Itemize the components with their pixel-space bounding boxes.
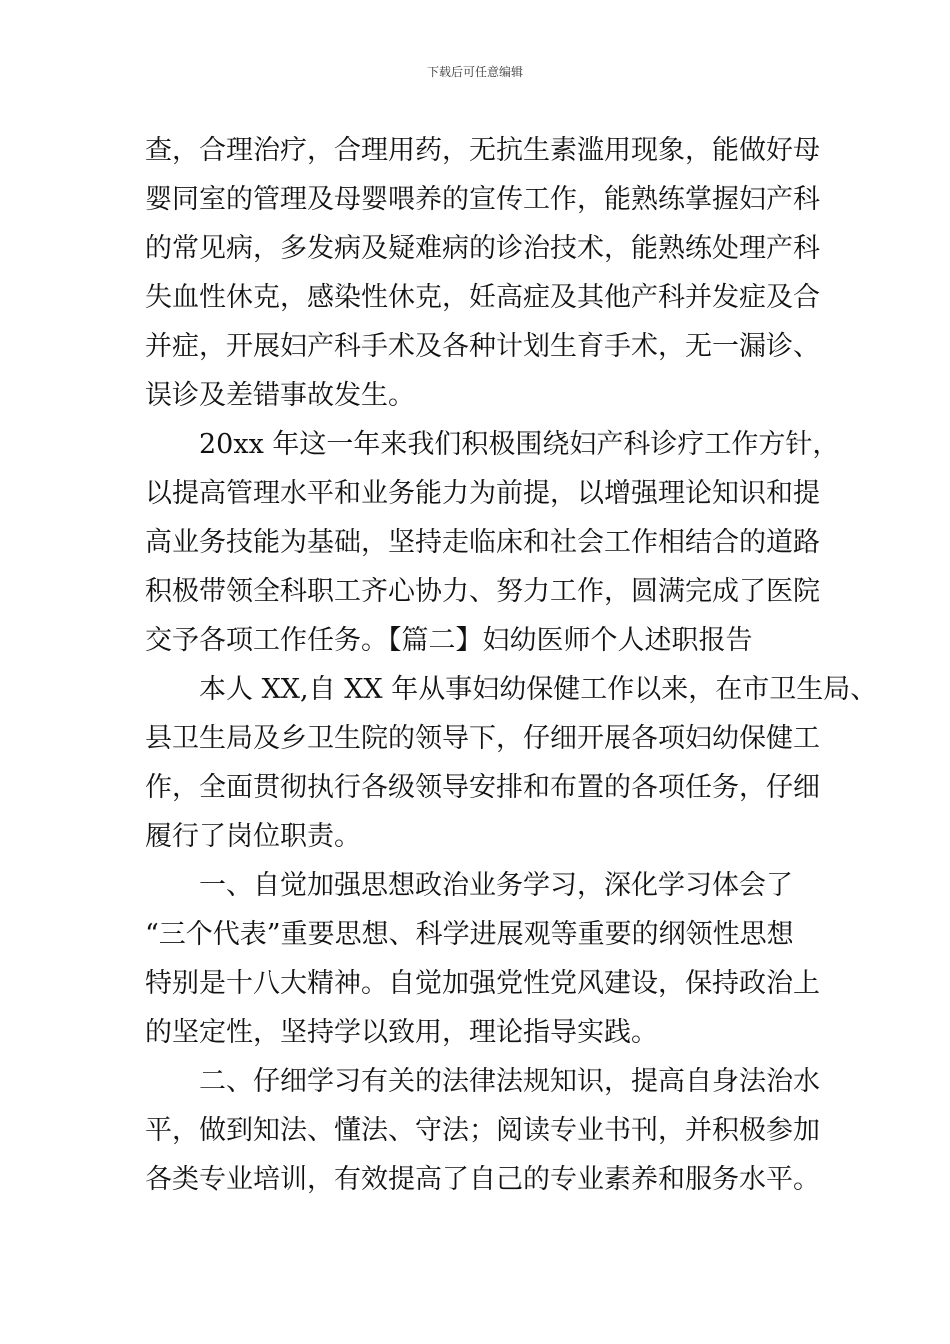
text-line: 的常见病，多发病及疑难病的诊治技术，能熟练处理产科 [145,233,820,264]
text-line: “三个代表”重要思想、科学进展观等重要的纲领性思想 [145,919,794,950]
text-line: 高业务技能为基础，坚持走临床和社会工作相结合的道路 [145,527,820,558]
text-line: 以提高管理水平和业务能力为前提，以增强理论知识和提 [145,478,820,509]
text-line: 各类专业培训，有效提高了自己的专业素养和服务水平。 [145,1164,820,1195]
paragraph-5 [145,1057,825,1204]
page-header: 下载后可任意编辑 [426,65,523,79]
text-line: 特别是十八大精神。自觉加强党性党风建设，保持政治上 [145,968,820,999]
text-line: 一、自觉加强思想政治业务学习，深化学习体会了 [199,870,793,901]
text-line: 交予各项工作任务。【篇二】妇幼医师个人述职报告 [145,625,753,656]
text-line: 20xx 年这一年来我们积极围绕妇产科诊疗工作方针， [199,429,840,460]
text-line: 履行了岗位职责。 [145,821,361,852]
text-line: 作，全面贯彻执行各级领导安排和布置的各项任务，仔细 [145,772,820,803]
text-line: 婴同室的管理及母婴喂养的宣传工作，能熟练掌握妇产科 [145,184,820,215]
paragraph-2 [145,420,840,665]
text-line: 的坚定性，坚持学以致用，理论指导实践。 [145,1017,658,1048]
paragraph-4 [145,861,825,1057]
text-line: 本人 XX,自 XX 年从事妇幼保健工作以来，在市卫生局、 [199,674,878,705]
text-line: 县卫生局及乡卫生院的领导下，仔细开展各项妇幼保健工 [145,723,820,754]
text-line: 并症，开展妇产科手术及各种计划生育手术，无一漏诊、 [145,331,820,362]
text-line: 二、仔细学习有关的法律法规知识，提高自身法治水 [199,1066,820,1097]
text-line: 查，合理治疗，合理用药，无抗生素滥用现象，能做好母 [145,135,820,166]
text-line: 误诊及差错事故发生。 [145,380,415,411]
paragraph-3 [145,665,878,861]
document-body [145,126,878,1204]
text-line: 平，做到知法、懂法、守法；阅读专业书刊，并积极参加 [145,1115,820,1146]
paragraph-1 [145,126,825,420]
text-line: 积极带领全科职工齐心协力、努力工作，圆满完成了医院 [145,576,820,607]
text-line: 失血性休克，感染性休克，妊高症及其他产科并发症及合 [145,282,820,313]
